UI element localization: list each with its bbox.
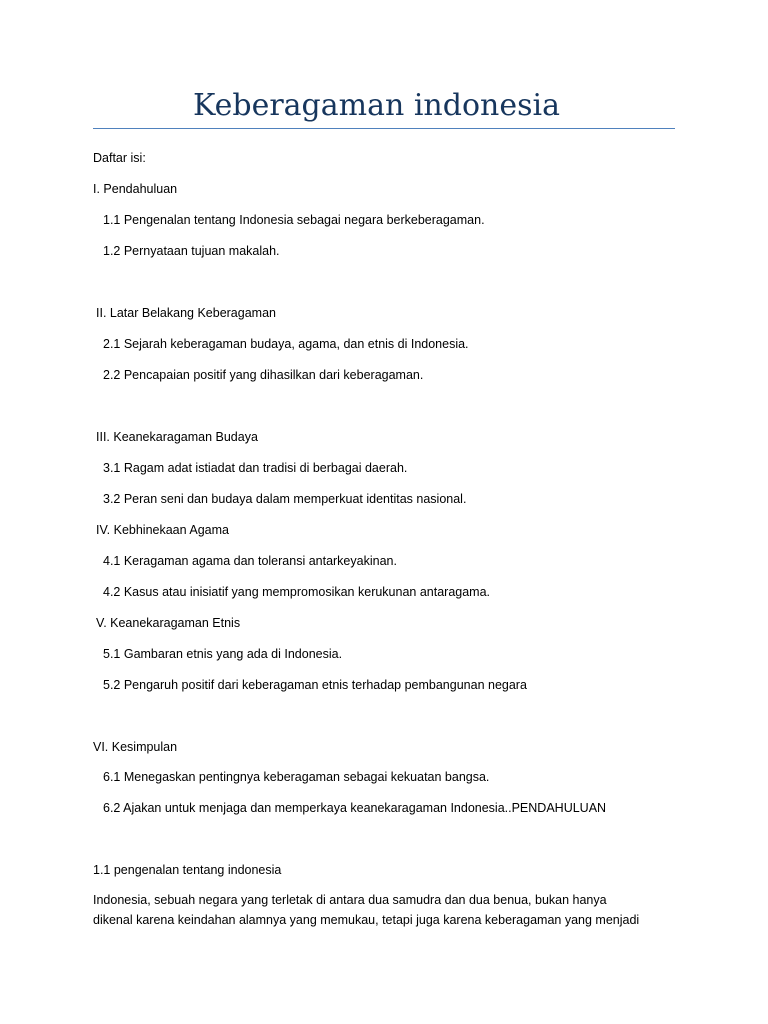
toc-item: IV. Kebhinekaan Agama [96, 523, 229, 537]
title-divider [93, 128, 675, 129]
toc-item: V. Keanekaragaman Etnis [96, 616, 241, 630]
toc-item: 5.1 Gambaran etnis yang ada di Indonesia. [103, 647, 343, 661]
document-title: Keberagaman indonesia [193, 88, 560, 123]
toc-item: III. Keanekaragaman Budaya [96, 430, 258, 444]
toc-item: 3.1 Ragam adat istiadat dan tradisi di berbagai daerah. [103, 461, 408, 475]
toc-item: 1.2 Pernyataan tujuan makalah. [103, 244, 280, 258]
toc-item: 1.1 Pengenalan tentang Indonesia sebagai negara berkeberagaman. [103, 213, 485, 227]
toc-item: 4.1 Keragaman agama dan toleransi antarkeyakinan. [103, 554, 397, 568]
toc-item: VI. Kesimpulan [93, 740, 178, 754]
body-paragraph-line: dikenal karena keindahan alamnya yang memukau, tetapi juga karena keberagaman yang menjadi [93, 913, 640, 927]
toc-item: 2.2 Pencapaian positif yang dihasilkan dari keberagaman. [103, 368, 424, 382]
toc-item: 4.2 Kasus atau inisiatif yang mempromosikan kerukunan antaragama. [103, 585, 491, 599]
toc-item: 3.2 Peran seni dan budaya dalam memperkuat identitas nasional. [103, 492, 467, 506]
toc-heading: Daftar isi: [93, 151, 146, 165]
toc-item: 6.1 Menegaskan pentingnya keberagaman sebagai kekuatan bangsa. [103, 770, 490, 784]
toc-item: 5.2 Pengaruh positif dari keberagaman etnis terhadap pembangunan negara [103, 678, 527, 692]
toc-item: 6.2 Ajakan untuk menjaga dan memperkaya keanekaragaman Indonesia..PENDAHULUAN [103, 801, 607, 815]
toc-item: I. Pendahuluan [93, 182, 178, 196]
toc-item: 2.1 Sejarah keberagaman budaya, agama, dan etnis di Indonesia. [103, 337, 469, 351]
section-heading: 1.1 pengenalan tentang indonesia [93, 863, 282, 877]
body-paragraph-line: Indonesia, sebuah negara yang terletak di antara dua samudra dan dua benua, bukan hanya [93, 893, 607, 907]
toc-item: II. Latar Belakang Keberagaman [96, 306, 276, 320]
